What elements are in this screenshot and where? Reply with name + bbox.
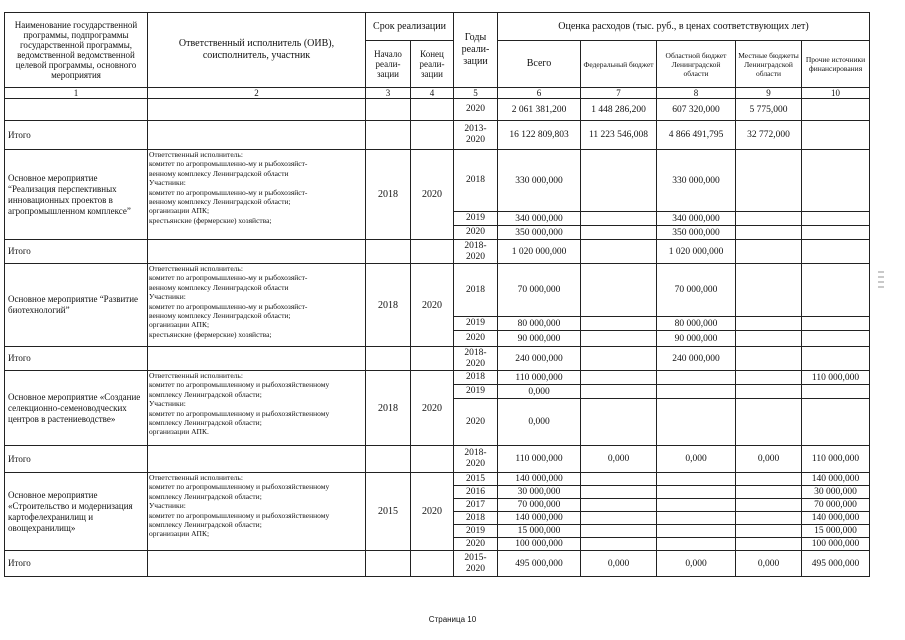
total-cell: 15 000,000 (498, 525, 581, 538)
budget-table (4, 12, 870, 577)
measure-name: Основное мероприятие “Реализация перспективных инновационных проектов в агропромышленном комплексе” (5, 150, 148, 240)
regional-cell: 340 000,000 (657, 212, 736, 226)
regional-cell: 70 000,000 (657, 264, 736, 317)
regional-cell: 0,000 (657, 551, 736, 577)
col-number: 9 (736, 88, 802, 99)
col-number: 2 (148, 88, 366, 99)
other-cell: 110 000,000 (802, 371, 870, 385)
regional-cell: 1 020 000,000 (657, 240, 736, 264)
col-number: 10 (802, 88, 870, 99)
total-cell: 1 020 000,000 (498, 240, 581, 264)
year-cell: 2018 (454, 150, 498, 212)
col-number: 8 (657, 88, 736, 99)
header-costs: Оценка расходов (тыс. руб., в ценах соответствующих лет) (498, 13, 870, 41)
year-cell: 2020 (454, 99, 498, 121)
local-cell: 0,000 (736, 551, 802, 577)
total-cell: 2 061 381,200 (498, 99, 581, 121)
year-cell: 2019 (454, 212, 498, 226)
federal-cell: 0,000 (581, 551, 657, 577)
other-cell: 140 000,000 (802, 473, 870, 486)
federal-cell: 11 223 546,008 (581, 121, 657, 150)
table-row (5, 99, 870, 121)
total-label: Итого (5, 121, 148, 150)
measure-name: Основное мероприятие “Развитие биотехнологий” (5, 264, 148, 347)
total-cell: 140 000,000 (498, 512, 581, 525)
table-row (5, 371, 870, 385)
total-cell: 70 000,000 (498, 264, 581, 317)
regional-cell: 607 320,000 (657, 99, 736, 121)
total-cell: 0,000 (498, 399, 581, 446)
regional-cell: 80 000,000 (657, 317, 736, 331)
other-cell: 100 000,000 (802, 538, 870, 551)
header-responsible: Ответственный исполнитель (ОИВ), соисполнитель, участник (148, 13, 366, 88)
other-cell: 70 000,000 (802, 499, 870, 512)
header-period: Срок реализации (366, 13, 454, 41)
header-start: Начало реали-зации (366, 41, 411, 88)
year-cell: 2020 (454, 331, 498, 347)
year-cell: 2020 (454, 399, 498, 446)
total-cell: 340 000,000 (498, 212, 581, 226)
col-number: 1 (5, 88, 148, 99)
responsible-list: Ответственный исполнитель: комитет по агропромышленно-му и рыбохозяйст- венному комплексу Ленинградской области Участники: комитет по агропромышленно-му и рыбохозяйст- венному комплексу Ленинградской области; организации АПК; крестьянские (фермерские) хозяйства; (148, 264, 366, 347)
total-label: Итого (5, 240, 148, 264)
year-cell: 2018-2020 (454, 446, 498, 473)
local-cell: 0,000 (736, 446, 802, 473)
federal-cell: 0,000 (581, 446, 657, 473)
total-cell: 330 000,000 (498, 150, 581, 212)
total-cell: 110 000,000 (498, 446, 581, 473)
start-year: 2018 (366, 150, 411, 240)
total-cell: 495 000,000 (498, 551, 581, 577)
measure-name: Основное мероприятие «Создание селекционно-семеноводческих центров в растениеводстве» (5, 371, 148, 446)
total-cell: 70 000,000 (498, 499, 581, 512)
total-row (5, 446, 870, 473)
header-local: Местные бюджеты Ленинградской области (736, 41, 802, 88)
other-cell: 140 000,000 (802, 512, 870, 525)
total-label: Итого (5, 446, 148, 473)
end-year: 2020 (411, 473, 454, 551)
col-number: 5 (454, 88, 498, 99)
header-years: Годы реали-зации (454, 13, 498, 88)
header-regional: Областной бюджет Ленинградской области (657, 41, 736, 88)
year-cell: 2019 (454, 317, 498, 331)
year-cell: 2020 (454, 538, 498, 551)
header-federal: Федеральный бюджет (581, 41, 657, 88)
total-row (5, 347, 870, 371)
measure-name: Основное мероприятие «Строительство и модернизация картофелехранилищ и овощехранилищ» (5, 473, 148, 551)
end-year: 2020 (411, 150, 454, 240)
start-year: 2018 (366, 264, 411, 347)
year-cell: 2019 (454, 385, 498, 399)
regional-cell: 240 000,000 (657, 347, 736, 371)
year-cell: 2018-2020 (454, 347, 498, 371)
total-cell: 80 000,000 (498, 317, 581, 331)
year-cell: 2013-2020 (454, 121, 498, 150)
year-cell: 2015 (454, 473, 498, 486)
table-row (5, 264, 870, 317)
responsible-list: Ответственный исполнитель: комитет по агропромышленному и рыбохозяйственному комплексу Ленинградской области; Участники: комитет по агропромышленному и рыбохозяйственному комплексу Ленинградской области; организации АПК; (148, 473, 366, 551)
regional-cell: 90 000,000 (657, 331, 736, 347)
total-row (5, 240, 870, 264)
header-program-name: Наименование государственной программы, подпрограммы государственной программы, ведомственной ведомственной целевой программы, основного мероприятия (5, 13, 148, 88)
col-number: 6 (498, 88, 581, 99)
year-cell: 2017 (454, 499, 498, 512)
year-cell: 2019 (454, 525, 498, 538)
total-cell: 90 000,000 (498, 331, 581, 347)
year-cell: 2016 (454, 486, 498, 499)
year-cell: 2018-2020 (454, 240, 498, 264)
total-cell: 350 000,000 (498, 226, 581, 240)
scan-artifact (878, 268, 884, 296)
start-year: 2015 (366, 473, 411, 551)
total-label: Итого (5, 551, 148, 577)
col-number: 4 (411, 88, 454, 99)
col-number: 7 (581, 88, 657, 99)
start-year: 2018 (366, 371, 411, 446)
table-row (5, 150, 870, 212)
total-label: Итого (5, 347, 148, 371)
header-other: Прочие источники финансирования (802, 41, 870, 88)
total-cell: 16 122 809,803 (498, 121, 581, 150)
end-year: 2020 (411, 264, 454, 347)
other-cell: 15 000,000 (802, 525, 870, 538)
regional-cell: 350 000,000 (657, 226, 736, 240)
col-number: 3 (366, 88, 411, 99)
year-cell: 2018 (454, 264, 498, 317)
responsible-list: Ответственный исполнитель: комитет по агропромышленно-му и рыбохозяйст- венному комплексу Ленинградской области Участники: комитет по агропромышленно-му и рыбохозяйст- венному комплексу Ленинградской области; организации АПК; крестьянские (фермерские) хозяйства; (148, 150, 366, 240)
federal-cell: 1 448 286,200 (581, 99, 657, 121)
page-number: Страница 10 (428, 615, 477, 624)
end-year: 2020 (411, 371, 454, 446)
total-row (5, 551, 870, 577)
total-cell: 0,000 (498, 385, 581, 399)
local-cell: 32 772,000 (736, 121, 802, 150)
responsible-list: Ответственный исполнитель: комитет по агропромышленному и рыбохозяйственному комплексу Ленинградской области; Участники: комитет по агропромышленному и рыбохозяйственному комплексу Ленинградской области; организации АПК. (148, 371, 366, 446)
other-cell: 30 000,000 (802, 486, 870, 499)
other-cell: 495 000,000 (802, 551, 870, 577)
regional-cell: 4 866 491,795 (657, 121, 736, 150)
header-end: Конец реали-зации (411, 41, 454, 88)
total-cell: 100 000,000 (498, 538, 581, 551)
year-cell: 2015-2020 (454, 551, 498, 577)
total-cell: 110 000,000 (498, 371, 581, 385)
other-cell: 110 000,000 (802, 446, 870, 473)
table-row (5, 473, 870, 486)
header-total: Всего (498, 41, 581, 88)
year-cell: 2018 (454, 512, 498, 525)
regional-cell: 330 000,000 (657, 150, 736, 212)
year-cell: 2020 (454, 226, 498, 240)
total-row (5, 121, 870, 150)
total-cell: 30 000,000 (498, 486, 581, 499)
local-cell: 5 775,000 (736, 99, 802, 121)
year-cell: 2018 (454, 371, 498, 385)
total-cell: 140 000,000 (498, 473, 581, 486)
regional-cell: 0,000 (657, 446, 736, 473)
total-cell: 240 000,000 (498, 347, 581, 371)
